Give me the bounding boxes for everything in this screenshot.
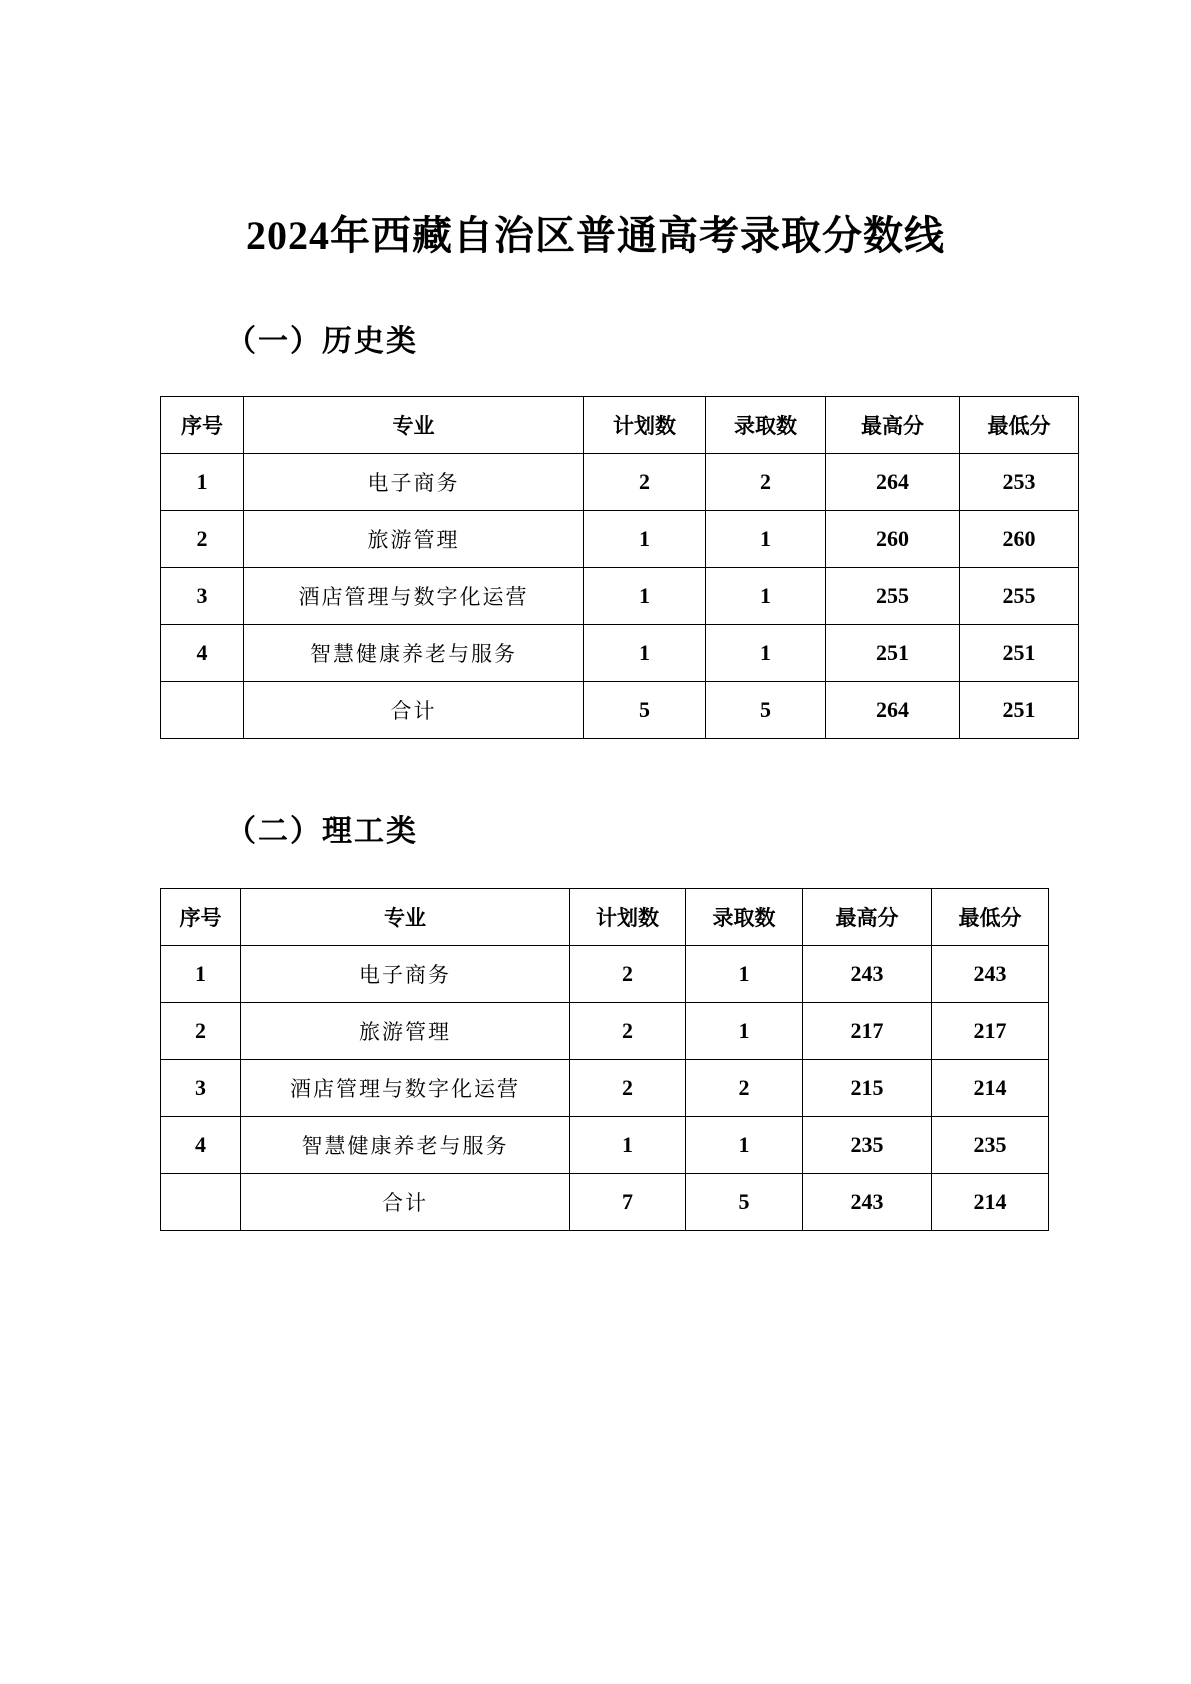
cell-total-max-score: 264: [826, 682, 960, 739]
cell-total-plan: 7: [570, 1174, 686, 1231]
cell-plan: 2: [570, 946, 686, 1003]
cell-no: 2: [161, 1003, 241, 1060]
cell-min-score: 243: [932, 946, 1049, 1003]
cell-admitted: 1: [706, 511, 826, 568]
header-plan: 计划数: [570, 889, 686, 946]
cell-min-score: 255: [960, 568, 1079, 625]
cell-max-score: 243: [803, 946, 932, 1003]
cell-admitted: 1: [686, 1117, 803, 1174]
cell-no: 3: [161, 1060, 241, 1117]
cell-major: 电子商务: [241, 946, 570, 1003]
score-table-science: [160, 888, 1049, 1231]
cell-no: 3: [161, 568, 244, 625]
cell-no: 2: [161, 511, 244, 568]
cell-total-min-score: 251: [960, 682, 1079, 739]
table-row: [161, 511, 1079, 568]
cell-min-score: 235: [932, 1117, 1049, 1174]
header-admitted: 录取数: [706, 397, 826, 454]
section-heading-science: （二）理工类: [226, 815, 418, 848]
table-row: [161, 1003, 1049, 1060]
cell-major: 酒店管理与数字化运营: [244, 568, 584, 625]
cell-major: 电子商务: [244, 454, 584, 511]
cell-major: 旅游管理: [244, 511, 584, 568]
header-major: 专业: [244, 397, 584, 454]
table-row: [161, 568, 1079, 625]
cell-admitted: 1: [686, 1003, 803, 1060]
cell-plan: 1: [584, 568, 706, 625]
cell-max-score: 260: [826, 511, 960, 568]
cell-total-plan: 5: [584, 682, 706, 739]
table-row: [161, 1060, 1049, 1117]
cell-total-admitted: 5: [686, 1174, 803, 1231]
cell-min-score: 260: [960, 511, 1079, 568]
header-max-score: 最高分: [803, 889, 932, 946]
header-max-score: 最高分: [826, 397, 960, 454]
cell-max-score: 264: [826, 454, 960, 511]
cell-plan: 2: [570, 1003, 686, 1060]
cell-total-label: 合计: [241, 1174, 570, 1231]
cell-max-score: 235: [803, 1117, 932, 1174]
cell-plan: 1: [584, 625, 706, 682]
cell-plan: 2: [584, 454, 706, 511]
cell-max-score: 251: [826, 625, 960, 682]
header-admitted: 录取数: [686, 889, 803, 946]
cell-admitted: 1: [706, 625, 826, 682]
section-heading-history: （一）历史类: [226, 325, 418, 358]
cell-max-score: 255: [826, 568, 960, 625]
cell-no: 4: [161, 1117, 241, 1174]
score-table-history: [160, 396, 1079, 739]
cell-total-admitted: 5: [706, 682, 826, 739]
cell-no: 4: [161, 625, 244, 682]
cell-major: 智慧健康养老与服务: [244, 625, 584, 682]
cell-max-score: 215: [803, 1060, 932, 1117]
cell-admitted: 2: [686, 1060, 803, 1117]
header-plan: 计划数: [584, 397, 706, 454]
page-title: 2024年西藏自治区普通高考录取分数线: [246, 213, 945, 258]
header-major: 专业: [241, 889, 570, 946]
header-min-score: 最低分: [960, 397, 1079, 454]
cell-plan: 2: [570, 1060, 686, 1117]
cell-min-score: 253: [960, 454, 1079, 511]
cell-no-empty: [161, 682, 244, 739]
cell-admitted: 2: [706, 454, 826, 511]
cell-admitted: 1: [686, 946, 803, 1003]
cell-no: 1: [161, 946, 241, 1003]
cell-major: 智慧健康养老与服务: [241, 1117, 570, 1174]
cell-admitted: 1: [706, 568, 826, 625]
table-row: [161, 946, 1049, 1003]
cell-no-empty: [161, 1174, 241, 1231]
table-row: [161, 625, 1079, 682]
header-no: 序号: [161, 889, 241, 946]
cell-total-max-score: 243: [803, 1174, 932, 1231]
cell-major: 旅游管理: [241, 1003, 570, 1060]
cell-min-score: 217: [932, 1003, 1049, 1060]
table-header-row: [161, 889, 1049, 946]
cell-total-min-score: 214: [932, 1174, 1049, 1231]
cell-max-score: 217: [803, 1003, 932, 1060]
table-header-row: [161, 397, 1079, 454]
cell-plan: 1: [570, 1117, 686, 1174]
header-no: 序号: [161, 397, 244, 454]
table-total-row: [161, 682, 1079, 739]
cell-min-score: 214: [932, 1060, 1049, 1117]
cell-total-label: 合计: [244, 682, 584, 739]
table-row: [161, 454, 1079, 511]
cell-min-score: 251: [960, 625, 1079, 682]
cell-no: 1: [161, 454, 244, 511]
cell-plan: 1: [584, 511, 706, 568]
cell-major: 酒店管理与数字化运营: [241, 1060, 570, 1117]
header-min-score: 最低分: [932, 889, 1049, 946]
table-total-row: [161, 1174, 1049, 1231]
table-row: [161, 1117, 1049, 1174]
